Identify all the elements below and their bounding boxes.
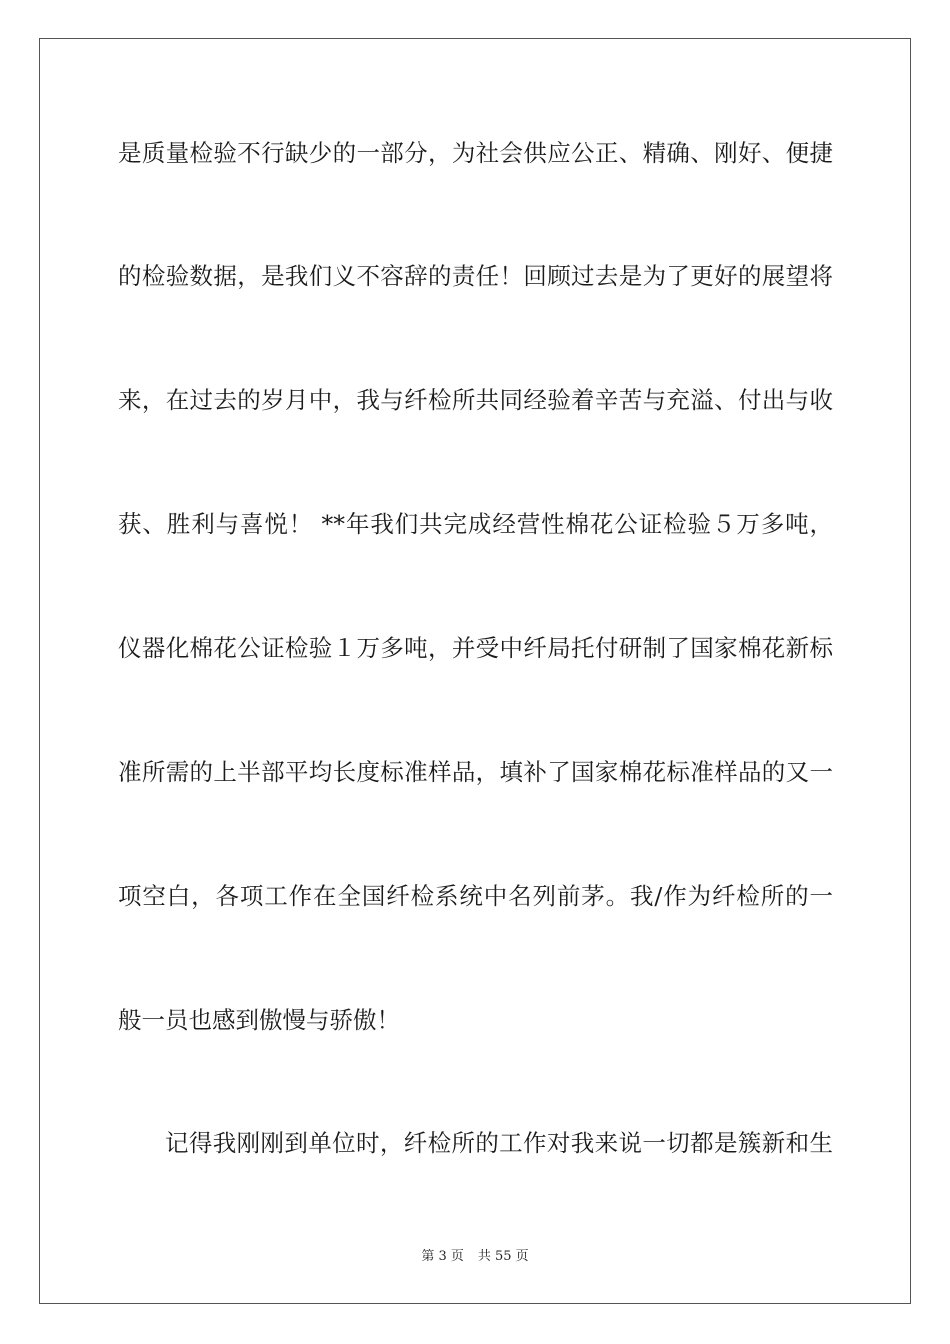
body-line-7: 项空白，各项工作在全国纤检系统中名列前茅。我/作为纤检所的一 (118, 882, 833, 910)
body-line-8: 般一员也感到傲慢与骄傲！ (118, 1006, 400, 1034)
paragraph-2-line-1: 记得我刚刚到单位时，纤检所的工作对我来说一切都是簇新和生 (165, 1129, 833, 1157)
body-line-3: 来，在过去的岁月中，我与纤检所共同经验着辛苦与充溢、付出与收 (118, 386, 833, 414)
page-frame (39, 38, 911, 1304)
body-line-4: 获、胜利与喜悦！ **年我们共完成经营性棉花公证检验５万多吨， (118, 510, 833, 538)
body-line-1: 是质量检验不行缺少的一部分，为社会供应公正、精确、刚好、便捷 (118, 139, 833, 167)
page-total: 共 55 页 (477, 1249, 529, 1264)
body-line-6: 准所需的上半部平均长度标准样品，填补了国家棉花标准样品的又一 (118, 758, 833, 786)
page-number: 第 3 页 (421, 1249, 464, 1264)
body-line-5: 仪器化棉花公证检验１万多吨，并受中纤局托付研制了国家棉花新标 (118, 634, 833, 662)
body-line-2: 的检验数据，是我们义不容辞的责任！回顾过去是为了更好的展望将 (118, 262, 833, 290)
page-footer (0, 1248, 950, 1266)
